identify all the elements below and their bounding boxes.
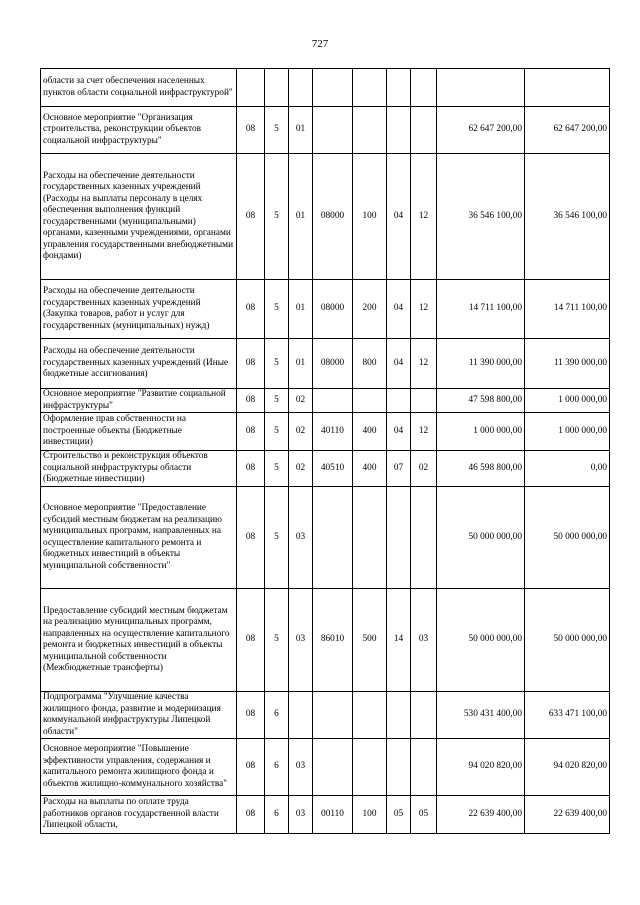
row-program-code: 5 <box>265 154 289 280</box>
row-chapter-code: 08 <box>237 107 265 154</box>
row-measure-code <box>289 692 313 739</box>
table-row <box>41 154 610 280</box>
row-subsection-code <box>411 107 437 154</box>
row-amount-1: 50 000 000,00 <box>437 589 525 692</box>
row-expense-type-code <box>353 692 387 739</box>
row-name: области за счет обеспечения населенных пунктов области социальной инфраструктурой" <box>41 69 237 107</box>
row-measure-code: 03 <box>289 796 313 834</box>
row-expense-type-code: 200 <box>353 280 387 339</box>
row-expense-type-code <box>353 389 387 413</box>
row-name: Основное мероприятие "Организация строительства, реконструкции объектов социальной инфраструктуры" <box>41 107 237 154</box>
row-amount-1: 94 020 820,00 <box>437 739 525 796</box>
row-name: Основное мероприятие "Предоставление субсидий местным бюджетам на реализацию муниципальных программ, направленных на осуществление капитального ремонта и бюджетных инвестиций в объекты муниципальной собственности" <box>41 487 237 589</box>
table-row <box>41 339 610 389</box>
row-direction-code: 08000 <box>313 154 353 280</box>
row-expense-type-code: 400 <box>353 451 387 487</box>
table-row <box>41 69 610 107</box>
row-program-code: 5 <box>265 280 289 339</box>
row-section-code: 14 <box>387 589 411 692</box>
row-section-code <box>387 739 411 796</box>
row-section-code: 04 <box>387 280 411 339</box>
row-chapter-code: 08 <box>237 389 265 413</box>
row-measure-code: 01 <box>289 339 313 389</box>
row-chapter-code: 08 <box>237 589 265 692</box>
row-direction-code <box>313 739 353 796</box>
row-expense-type-code: 100 <box>353 154 387 280</box>
row-subsection-code: 12 <box>411 339 437 389</box>
row-section-code: 04 <box>387 413 411 451</box>
row-amount-1: 46 598 800,00 <box>437 451 525 487</box>
row-direction-code: 40110 <box>313 413 353 451</box>
row-subsection-code: 12 <box>411 413 437 451</box>
row-amount-1: 14 711 100,00 <box>437 280 525 339</box>
row-name: Расходы на обеспечение деятельности государственных казенных учреждений (Расходы на выплаты персоналу в целях обеспечения выполнения функций государственными (муниципальными) органами, казенными учреждениями, органами управления государственными внебюджетными фондами) <box>41 154 237 280</box>
row-measure-code <box>289 69 313 107</box>
row-measure-code: 01 <box>289 154 313 280</box>
row-expense-type-code: 500 <box>353 589 387 692</box>
row-direction-code <box>313 692 353 739</box>
row-measure-code: 03 <box>289 739 313 796</box>
row-amount-2: 633 471 100,00 <box>525 692 610 739</box>
row-amount-2: 94 020 820,00 <box>525 739 610 796</box>
row-expense-type-code <box>353 487 387 589</box>
row-chapter-code: 08 <box>237 280 265 339</box>
row-program-code: 6 <box>265 692 289 739</box>
row-amount-2: 62 647 200,00 <box>525 107 610 154</box>
row-chapter-code <box>237 69 265 107</box>
row-section-code <box>387 107 411 154</box>
row-amount-2: 11 390 000,00 <box>525 339 610 389</box>
row-amount-1: 47 598 800,00 <box>437 389 525 413</box>
table-row <box>41 280 610 339</box>
row-expense-type-code <box>353 739 387 796</box>
row-subsection-code: 03 <box>411 589 437 692</box>
row-chapter-code: 08 <box>237 413 265 451</box>
row-name: Основное мероприятие "Повышение эффективности управления, содержания и капитального ремонта жилищного фонда и объектов жилищно-коммунального хозяйства" <box>41 739 237 796</box>
row-program-code: 6 <box>265 739 289 796</box>
row-chapter-code: 08 <box>237 796 265 834</box>
row-section-code: 05 <box>387 796 411 834</box>
row-section-code <box>387 487 411 589</box>
row-measure-code: 02 <box>289 413 313 451</box>
row-measure-code: 02 <box>289 451 313 487</box>
row-program-code: 5 <box>265 589 289 692</box>
row-program-code: 5 <box>265 107 289 154</box>
row-measure-code: 03 <box>289 487 313 589</box>
row-name: Основное мероприятие "Развитие социальной инфраструктуры" <box>41 389 237 413</box>
row-subsection-code <box>411 487 437 589</box>
row-direction-code <box>313 487 353 589</box>
row-name: Расходы на выплаты по оплате труда работников органов государственной власти Липецкой области, <box>41 796 237 834</box>
row-subsection-code <box>411 69 437 107</box>
row-subsection-code: 12 <box>411 154 437 280</box>
row-amount-2: 50 000 000,00 <box>525 589 610 692</box>
row-subsection-code: 02 <box>411 451 437 487</box>
row-amount-1 <box>437 69 525 107</box>
row-program-code: 5 <box>265 413 289 451</box>
row-section-code <box>387 69 411 107</box>
row-subsection-code: 05 <box>411 796 437 834</box>
row-expense-type-code: 800 <box>353 339 387 389</box>
row-amount-2: 22 639 400,00 <box>525 796 610 834</box>
table-row <box>41 589 610 692</box>
row-chapter-code: 08 <box>237 739 265 796</box>
row-expense-type-code: 400 <box>353 413 387 451</box>
row-amount-2: 0,00 <box>525 451 610 487</box>
row-program-code: 5 <box>265 487 289 589</box>
row-amount-2: 1 000 000,00 <box>525 389 610 413</box>
row-program-code: 6 <box>265 796 289 834</box>
page-number: 727 <box>311 38 329 50</box>
budget-table <box>40 68 610 834</box>
table-row <box>41 692 610 739</box>
row-subsection-code <box>411 692 437 739</box>
row-direction-code <box>313 389 353 413</box>
row-expense-type-code <box>353 69 387 107</box>
row-chapter-code: 08 <box>237 339 265 389</box>
row-program-code <box>265 69 289 107</box>
row-direction-code: 08000 <box>313 280 353 339</box>
row-name: Расходы на обеспечение деятельности государственных казенных учреждений (Иные бюджетные ассигнования) <box>41 339 237 389</box>
row-amount-1: 36 546 100,00 <box>437 154 525 280</box>
row-section-code: 07 <box>387 451 411 487</box>
row-amount-2 <box>525 69 610 107</box>
row-measure-code: 03 <box>289 589 313 692</box>
row-direction-code: 08000 <box>313 339 353 389</box>
row-chapter-code: 08 <box>237 692 265 739</box>
table-row <box>41 796 610 834</box>
row-chapter-code: 08 <box>237 154 265 280</box>
row-program-code: 5 <box>265 389 289 413</box>
row-program-code: 5 <box>265 451 289 487</box>
row-chapter-code: 08 <box>237 487 265 589</box>
row-amount-1: 22 639 400,00 <box>437 796 525 834</box>
row-section-code: 04 <box>387 339 411 389</box>
row-direction-code: 86010 <box>313 589 353 692</box>
row-expense-type-code: 100 <box>353 796 387 834</box>
row-amount-2: 50 000 000,00 <box>525 487 610 589</box>
row-name: Предоставление субсидий местным бюджетам на реализацию муниципальных программ, направленных на осуществление капитального ремонта и бюджетных инвестиций в объекты муниципальной собственности (Межбюджетные трансферты) <box>41 589 237 692</box>
row-measure-code: 01 <box>289 280 313 339</box>
row-name: Подпрограмма "Улучшение качества жилищного фонда, развитие и модернизация коммунальной инфраструктуры Липецкой области" <box>41 692 237 739</box>
row-chapter-code: 08 <box>237 451 265 487</box>
row-amount-1: 50 000 000,00 <box>437 487 525 589</box>
row-amount-2: 14 711 100,00 <box>525 280 610 339</box>
table-row <box>41 107 610 154</box>
row-measure-code: 02 <box>289 389 313 413</box>
row-direction-code <box>313 69 353 107</box>
row-section-code <box>387 389 411 413</box>
row-amount-2: 36 546 100,00 <box>525 154 610 280</box>
row-subsection-code <box>411 739 437 796</box>
row-direction-code: 40510 <box>313 451 353 487</box>
row-measure-code: 01 <box>289 107 313 154</box>
table-row <box>41 451 610 487</box>
row-program-code: 5 <box>265 339 289 389</box>
row-name: Оформление прав собственности на построенные объекты (Бюджетные инвестиции) <box>41 413 237 451</box>
table-row <box>41 487 610 589</box>
row-subsection-code <box>411 389 437 413</box>
row-direction-code: 00110 <box>313 796 353 834</box>
row-name: Расходы на обеспечение деятельности государственных казенных учреждений (Закупка товаров, работ и услуг для государственных (муниципальных) нужд) <box>41 280 237 339</box>
row-section-code: 04 <box>387 154 411 280</box>
row-amount-1: 62 647 200,00 <box>437 107 525 154</box>
row-name: Строительство и реконструкция объектов социальной инфраструктуры области (Бюджетные инвестиции) <box>41 451 237 487</box>
table-row <box>41 389 610 413</box>
row-amount-1: 530 431 400,00 <box>437 692 525 739</box>
row-amount-1: 1 000 000,00 <box>437 413 525 451</box>
table-row <box>41 739 610 796</box>
row-expense-type-code <box>353 107 387 154</box>
row-direction-code <box>313 107 353 154</box>
row-subsection-code: 12 <box>411 280 437 339</box>
row-amount-2: 1 000 000,00 <box>525 413 610 451</box>
row-amount-1: 11 390 000,00 <box>437 339 525 389</box>
table-row <box>41 413 610 451</box>
row-section-code <box>387 692 411 739</box>
